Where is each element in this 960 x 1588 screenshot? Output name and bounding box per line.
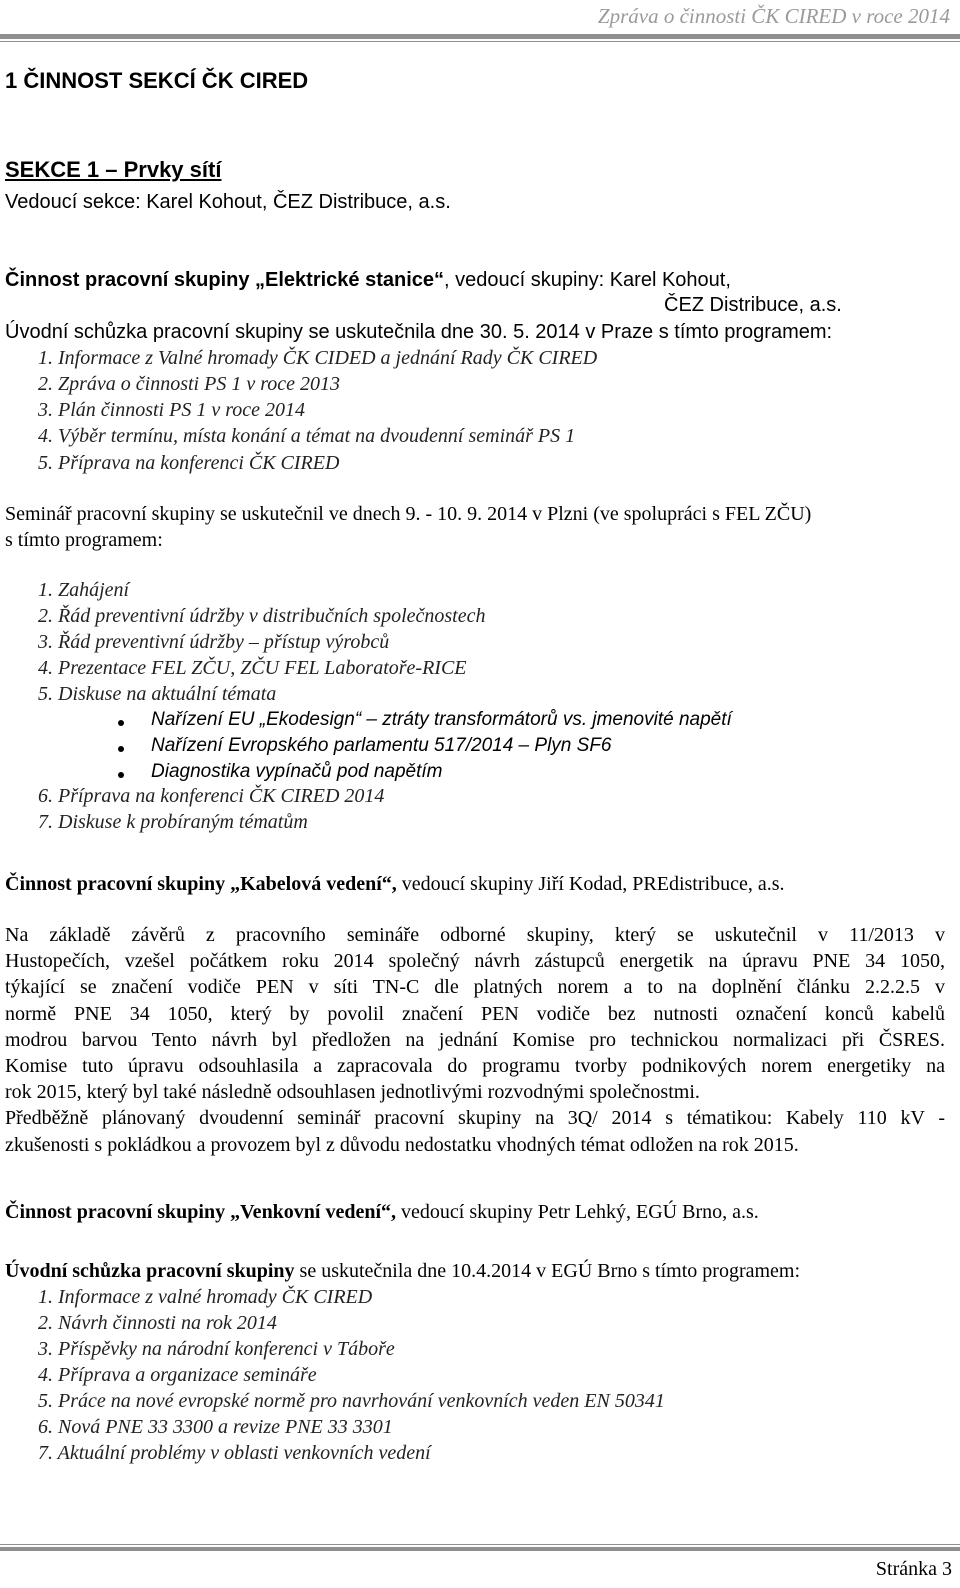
header-rule-thin: [0, 41, 960, 42]
bullet-item: Diagnostika vypínačů pod napětím: [151, 761, 443, 782]
group3-heading-bold: Činnost pracovní skupiny „Venkovní vedení“,: [5, 1201, 397, 1223]
group3-heading: [5, 1201, 759, 1224]
list-item: 3. Řád preventivní údržby – přístup výrobců: [38, 631, 390, 653]
list-item: 6. Nová PNE 33 3300 a revize PNE 33 3301: [38, 1416, 393, 1438]
list-item: 1. Informace z valné hromady ČK CIRED: [38, 1286, 373, 1308]
paragraph-line: týkající se značení vodiče PEN v síti TN-C dle platných norem a to na doplnění článku 2.2.2.5 v: [5, 976, 945, 999]
bullet-icon: [118, 772, 124, 778]
paragraph-line: zkušenosti s pokládkou a provozem byl z důvodu nedostatku vhodných témat odložen na rok 2015.: [5, 1133, 799, 1156]
running-header: Zpráva o činnosti ČK CIRED v roce 2014: [597, 4, 950, 28]
group2-heading-rest: vedoucí skupiny Jiří Kodad, PREdistribuce, a.s.: [396, 873, 785, 895]
group1-meeting-intro: Úvodní schůzka pracovní skupiny se uskutečnila dne 30. 5. 2014 v Praze s tímto programem:: [5, 321, 833, 343]
group1-heading-line2: ČEZ Distribuce, a.s.: [664, 294, 842, 316]
bullet-item: Nařízení EU „Ekodesign“ – ztráty transformátorů vs. jmenovité napětí: [151, 709, 732, 730]
header-rule: [0, 34, 960, 39]
paragraph-line: Hustopečích, vzešel počátkem roku 2014 společný návrh zástupců energetik na úpravu PNE 34 1050,: [5, 950, 945, 973]
bullet-item: Nařízení Evropského parlamentu 517/2014 – Plyn SF6: [151, 735, 612, 756]
paragraph-line: modrou barvou Tento návrh byl předložen na jednání Komise pro technickou normalizaci při ČSRES.: [5, 1028, 945, 1051]
list-item: 2. Řád preventivní údržby v distribučních společnostech: [38, 605, 486, 627]
list-item: 4. Výběr termínu, místa konání a témat na dvoudenní seminář PS 1: [38, 425, 576, 447]
paragraph-line: Komise tuto úpravu odsouhlasila a zapracovala do programu tvorby podnikových norem energetiky na: [5, 1055, 945, 1078]
list-item: 2. Zpráva o činnosti PS 1 v roce 2013: [38, 373, 341, 395]
list-item: 4. Prezentace FEL ZČU, ZČU FEL Laboratoře-RICE: [38, 657, 467, 679]
paragraph-line: normě PNE 34 1050, který by povolil značení PEN vodiče bez nutnosti označení konců kabelů: [5, 1002, 945, 1025]
group1-heading: [5, 269, 731, 292]
group3-meeting-bold: Úvodní schůzka pracovní skupiny: [5, 1260, 295, 1282]
group2-heading-bold: Činnost pracovní skupiny „Kabelová vedení“,: [5, 873, 397, 895]
group2-heading: [5, 873, 784, 896]
group1-heading-rest: , vedoucí skupiny: Karel Kohout,: [444, 269, 731, 291]
list-item: 7. Aktuální problémy v oblasti venkovních vedení: [38, 1442, 431, 1464]
group1-heading-bold: Činnost pracovní skupiny „Elektrické stanice“: [5, 269, 445, 291]
footer-rule-thin: [0, 1544, 960, 1545]
list-item: 5. Diskuse na aktuální témata: [38, 683, 277, 705]
list-item: 1. Zahájení: [38, 579, 130, 601]
list-item: 1. Informace z Valné hromady ČK CIDED a jednání Rady ČK CIRED: [38, 347, 598, 369]
list-item: 6. Příprava na konferenci ČK CIRED 2014: [38, 785, 385, 807]
group3-heading-rest: vedoucí skupiny Petr Lehký, EGÚ Brno, a.s.: [396, 1201, 759, 1223]
bullet-icon: [118, 746, 124, 752]
group3-meeting-rest: se uskutečnila dne 10.4.2014 v EGÚ Brno s tímto programem:: [294, 1260, 801, 1282]
list-item: 2. Návrh činnosti na rok 2014: [38, 1312, 277, 1334]
bullet-icon: [118, 720, 124, 726]
paragraph-line: Na základě závěrů z pracovního semináře odborné skupiny, který se uskutečnil v 11/2013 v: [5, 924, 945, 946]
list-item: 5. Práce na nové evropské normě pro navrhování venkovních veden EN 50341: [38, 1390, 665, 1412]
footer-rule: [0, 1547, 960, 1551]
list-item: 5. Příprava na konferenci ČK CIRED: [38, 452, 340, 474]
chapter-title: 1 ČINNOST SEKCÍ ČK CIRED: [5, 68, 309, 93]
list-item: 7. Diskuse k probíraným tématům: [38, 811, 308, 833]
group2-paragraph: [5, 922, 945, 1158]
list-item: 3. Plán činnosti PS 1 v roce 2014: [38, 399, 305, 421]
seminar-intro-line1: Seminář pracovní skupiny se uskutečnil ve dnech 9. - 10. 9. 2014 v Plzni (ve spolupráci s FEL ZČU): [5, 503, 812, 525]
list-item: 3. Příspěvky na národní konferenci v Táboře: [38, 1338, 395, 1360]
list-item: 4. Příprava a organizace semináře: [38, 1364, 317, 1386]
paragraph-line: rok 2015, který byl také následně odsouhlasen jednotlivými rozvodnými společnostmi.: [5, 1081, 700, 1104]
page-number: Stránka 3: [875, 1558, 952, 1580]
group3-meeting-intro: [5, 1260, 800, 1283]
section-title: SEKCE 1 – Prvky sítí: [5, 157, 222, 182]
section-leader: Vedoucí sekce: Karel Kohout, ČEZ Distribuce, a.s.: [5, 191, 451, 213]
paragraph-line: Předběžně plánovaný dvoudenní seminář pracovní skupiny na 3Q/ 2014 s tématikou: Kabely 110 kV -: [5, 1107, 945, 1130]
seminar-intro-line2: s tímto programem:: [5, 529, 163, 551]
